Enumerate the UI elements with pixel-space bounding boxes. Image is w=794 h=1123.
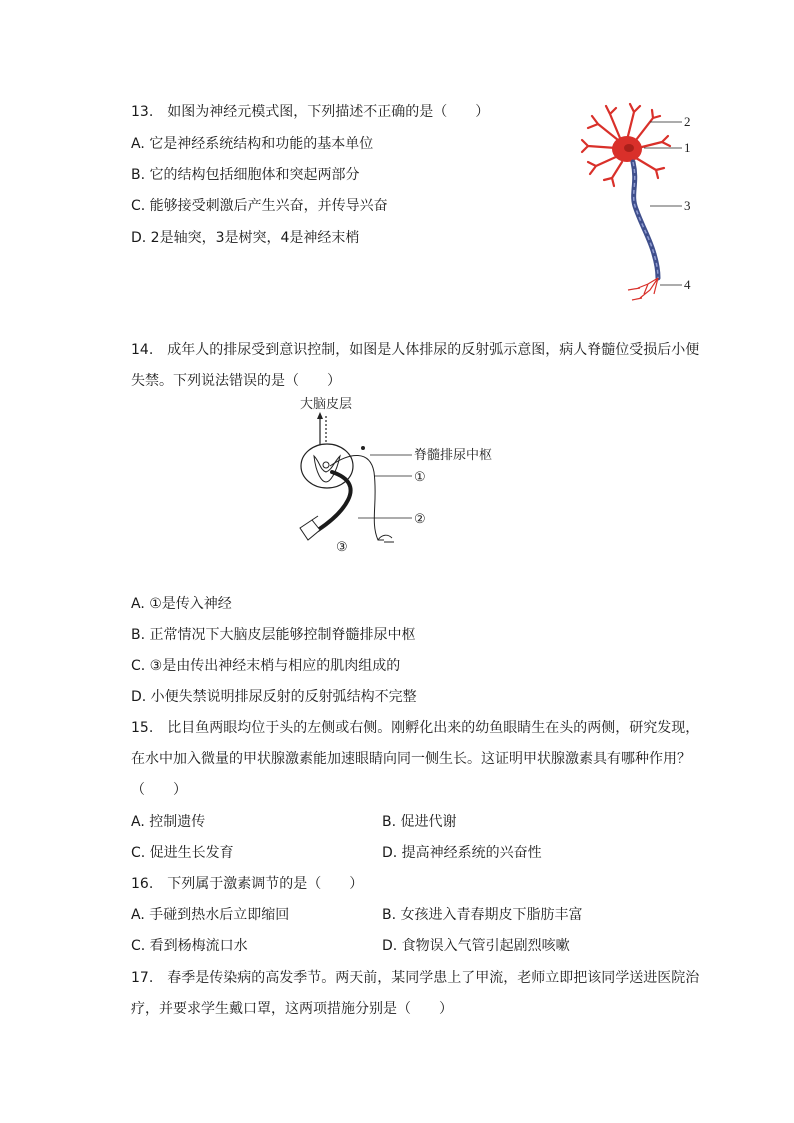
- q15-option-c: C. 促进生长发育: [131, 845, 234, 861]
- marker-3: ③: [336, 540, 348, 555]
- q14-option-a: A. ①是传入神经: [131, 596, 232, 612]
- marker-2: ②: [414, 512, 426, 527]
- nucleus: [624, 144, 634, 152]
- q16-option-a: A. 手碰到热水后立即缩回: [131, 907, 290, 923]
- q14-stem-line1: 14. 成年人的排尿受到意识控制，如图是人体排尿的反射弧示意图，病人脊髓位受损后小便: [131, 342, 700, 358]
- neuron-label-3: 3: [684, 198, 691, 213]
- neuron-label-2: 2: [684, 114, 691, 129]
- bladder-muscle: [300, 516, 326, 540]
- neuron-label-4: 4: [684, 277, 691, 292]
- q14-option-b: B. 正常情况下大脑皮层能够控制脊髓排尿中枢: [131, 627, 416, 643]
- q14-stem-line2: 失禁。下列说法错误的是（ ）: [131, 373, 341, 389]
- q14-option-c: C. ③是由传出神经末梢与相应的肌肉组成的: [131, 658, 401, 674]
- q13-stem: 13. 如图为神经元模式图，下列描述不正确的是（ ）: [131, 104, 490, 120]
- sensory-receptor: [378, 535, 394, 542]
- neuron-figure: [578, 104, 708, 304]
- q17-stem-line1: 17. 春季是传染病的高发季节。两天前，某同学患上了甲流，老师立即把该同学送进医院治: [131, 970, 700, 986]
- q16-stem: 16. 下列属于激素调节的是（ ）: [131, 876, 364, 892]
- q17-stem-line2: 疗，并要求学生戴口罩，这两项措施分别是（ ）: [131, 1001, 453, 1017]
- q16-option-d: D. 食物误入气管引起剧烈咳嗽: [382, 938, 570, 954]
- q15-option-d: D. 提高神经系统的兴奋性: [382, 845, 542, 861]
- q13-option-c: C. 能够接受刺激后产生兴奋，并传导兴奋: [131, 198, 388, 214]
- q16-option-c: C. 看到杨梅流口水: [131, 938, 248, 954]
- reflex-arc-figure: [290, 392, 520, 555]
- q15-option-a: A. 控制遗传: [131, 814, 206, 830]
- q15-stem-line3: （ ）: [131, 782, 187, 798]
- q14-option-d: D. 小便失禁说明排尿反射的反射弧结构不完整: [131, 689, 417, 705]
- q16-option-b: B. 女孩进入青春期皮下脂肪丰富: [382, 907, 583, 923]
- q13-option-b: B. 它的结构包括细胞体和突起两部分: [131, 167, 360, 183]
- nerve-ending: [628, 278, 658, 300]
- q15-option-b: B. 促进代谢: [382, 814, 457, 830]
- q15-stem-line2: 在水中加入微量的甲状腺激素能加速眼睛向同一侧生长。这证明甲状腺激素具有哪种作用？: [131, 751, 691, 767]
- axon: [633, 162, 658, 278]
- cortex-label: 大脑皮层: [300, 397, 353, 412]
- q13-option-d: D. 2是轴突，3是树突，4是神经末梢: [131, 230, 360, 246]
- neuron-label-1: 1: [684, 140, 691, 155]
- q15-stem-line1: 15. 比目鱼两眼均位于头的左侧或右侧。刚孵化出来的幼鱼眼睛生在头的两侧，研究发现，: [131, 720, 700, 736]
- marker-1: ①: [414, 470, 426, 485]
- q13-option-a: A. 它是神经系统结构和功能的基本单位: [131, 136, 374, 152]
- spinal-center-label: 脊髓排尿中枢: [414, 448, 493, 463]
